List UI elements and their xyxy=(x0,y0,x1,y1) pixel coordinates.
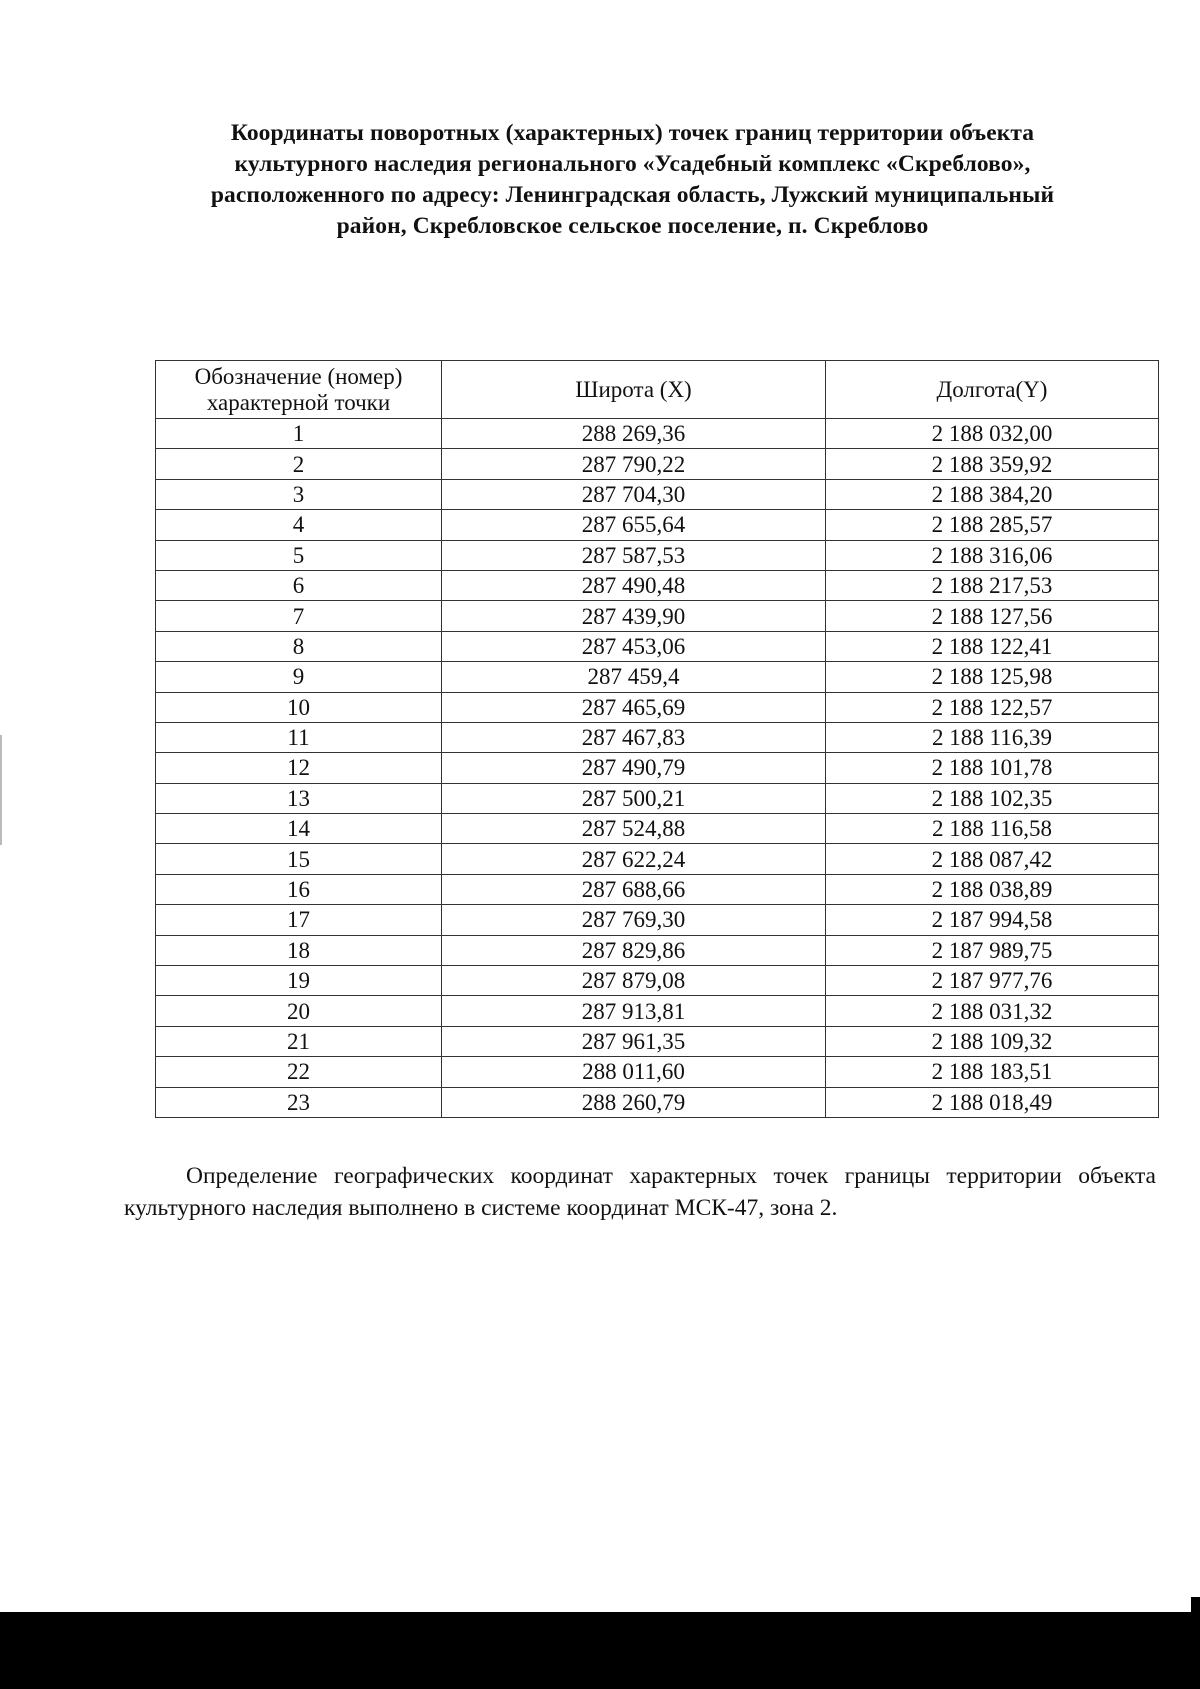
cell-latitude: 288 269,36 xyxy=(442,419,826,449)
cell-latitude: 287 769,30 xyxy=(442,905,826,935)
cell-point-number: 6 xyxy=(156,570,442,600)
cell-point-number: 2 xyxy=(156,449,442,479)
cell-point-number: 19 xyxy=(156,966,442,996)
cell-point-number: 12 xyxy=(156,753,442,783)
cell-point-number: 13 xyxy=(156,783,442,813)
cell-latitude: 287 790,22 xyxy=(442,449,826,479)
table-row xyxy=(156,966,1159,996)
table-row xyxy=(156,479,1159,509)
cell-latitude: 287 453,06 xyxy=(442,631,826,661)
table-row xyxy=(156,935,1159,965)
cell-latitude: 287 490,79 xyxy=(442,753,826,783)
cell-longitude: 2 188 359,92 xyxy=(826,449,1159,479)
cell-latitude: 287 622,24 xyxy=(442,844,826,874)
cell-longitude: 2 188 127,56 xyxy=(826,601,1159,631)
cell-latitude: 287 524,88 xyxy=(442,814,826,844)
table-row xyxy=(156,631,1159,661)
cell-latitude: 287 439,90 xyxy=(442,601,826,631)
cell-point-number: 14 xyxy=(156,814,442,844)
table-row xyxy=(156,814,1159,844)
cell-longitude: 2 188 116,58 xyxy=(826,814,1159,844)
cell-latitude: 287 961,35 xyxy=(442,1026,826,1056)
cell-point-number: 20 xyxy=(156,996,442,1026)
cell-point-number: 18 xyxy=(156,935,442,965)
header-point-number xyxy=(156,361,442,419)
header-longitude: Долгота(Y) xyxy=(826,361,1159,419)
cell-point-number: 8 xyxy=(156,631,442,661)
table-row xyxy=(156,874,1159,904)
table-row xyxy=(156,601,1159,631)
table-row xyxy=(156,662,1159,692)
cell-longitude: 2 188 122,57 xyxy=(826,692,1159,722)
table-row xyxy=(156,905,1159,935)
title-line: Координаты поворотных (характерных) точек границ территории объекта xyxy=(230,120,1035,146)
cell-point-number: 9 xyxy=(156,662,442,692)
cell-longitude: 2 188 031,32 xyxy=(826,996,1159,1026)
header-point-line2: характерной точки xyxy=(206,389,391,415)
cell-point-number: 5 xyxy=(156,540,442,570)
cell-longitude: 2 188 316,06 xyxy=(826,540,1159,570)
cell-latitude: 288 011,60 xyxy=(442,1057,826,1087)
coordinate-system-note: Определение географических координат характерных точек границы территории объекта культурного наследия выполнено в системе координат МСК-47, зона 2. xyxy=(124,1163,1156,1221)
cell-longitude: 2 188 018,49 xyxy=(826,1087,1159,1117)
cell-latitude: 287 879,08 xyxy=(442,966,826,996)
title-line: культурного наследия регионального «Усадебный комплекс «Скреблово», xyxy=(234,151,1031,177)
cell-longitude: 2 188 038,89 xyxy=(826,874,1159,904)
cell-longitude: 2 188 217,53 xyxy=(826,570,1159,600)
cell-point-number: 16 xyxy=(156,874,442,904)
cell-latitude: 287 465,69 xyxy=(442,692,826,722)
cell-longitude: 2 188 285,57 xyxy=(826,510,1159,540)
cell-point-number: 22 xyxy=(156,1057,442,1087)
table-row xyxy=(156,844,1159,874)
table-row xyxy=(156,1087,1159,1117)
cell-latitude: 287 467,83 xyxy=(442,722,826,752)
table-row xyxy=(156,510,1159,540)
coordinates-table xyxy=(155,360,1159,1118)
table-header-row xyxy=(156,361,1159,419)
cell-longitude: 2 188 116,39 xyxy=(826,722,1159,752)
cell-latitude: 287 829,86 xyxy=(442,935,826,965)
cell-longitude: 2 187 977,76 xyxy=(826,966,1159,996)
scan-border-edge xyxy=(1191,1597,1200,1612)
scan-edge-mark xyxy=(0,735,2,845)
cell-longitude: 2 188 183,51 xyxy=(826,1057,1159,1087)
cell-point-number: 17 xyxy=(156,905,442,935)
cell-longitude: 2 188 109,32 xyxy=(826,1026,1159,1056)
scan-border-bottom xyxy=(0,1612,1200,1689)
cell-latitude: 287 704,30 xyxy=(442,479,826,509)
cell-latitude: 287 913,81 xyxy=(442,996,826,1026)
cell-latitude: 287 688,66 xyxy=(442,874,826,904)
document-title xyxy=(140,118,1125,242)
cell-point-number: 15 xyxy=(156,844,442,874)
cell-longitude: 2 188 087,42 xyxy=(826,844,1159,874)
cell-point-number: 3 xyxy=(156,479,442,509)
cell-latitude: 287 459,4 xyxy=(442,662,826,692)
cell-longitude: 2 187 994,58 xyxy=(826,905,1159,935)
cell-point-number: 23 xyxy=(156,1087,442,1117)
table-body xyxy=(156,419,1159,1118)
cell-longitude: 2 187 989,75 xyxy=(826,935,1159,965)
table-row xyxy=(156,692,1159,722)
cell-point-number: 1 xyxy=(156,419,442,449)
cell-latitude: 287 490,48 xyxy=(442,570,826,600)
cell-latitude: 288 260,79 xyxy=(442,1087,826,1117)
table-row xyxy=(156,1026,1159,1056)
table-row xyxy=(156,419,1159,449)
table-row xyxy=(156,449,1159,479)
cell-point-number: 11 xyxy=(156,722,442,752)
table-row xyxy=(156,996,1159,1026)
cell-point-number: 4 xyxy=(156,510,442,540)
header-point-line1: Обозначение (номер) xyxy=(194,363,403,389)
table-row xyxy=(156,722,1159,752)
cell-point-number: 7 xyxy=(156,601,442,631)
table-row xyxy=(156,540,1159,570)
title-line: район, Скребловское сельское поселение, п. Скреблово xyxy=(336,213,929,239)
cell-longitude: 2 188 102,35 xyxy=(826,783,1159,813)
cell-latitude: 287 655,64 xyxy=(442,510,826,540)
title-line: расположенного по адресу: Ленинградская область, Лужский муниципальный xyxy=(210,182,1055,208)
cell-longitude: 2 188 125,98 xyxy=(826,662,1159,692)
cell-latitude: 287 500,21 xyxy=(442,783,826,813)
cell-point-number: 21 xyxy=(156,1026,442,1056)
cell-longitude: 2 188 032,00 xyxy=(826,419,1159,449)
cell-longitude: 2 188 384,20 xyxy=(826,479,1159,509)
table-row xyxy=(156,783,1159,813)
header-latitude: Широта (X) xyxy=(442,361,826,419)
table-row xyxy=(156,570,1159,600)
cell-point-number: 10 xyxy=(156,692,442,722)
cell-longitude: 2 188 101,78 xyxy=(826,753,1159,783)
cell-latitude: 287 587,53 xyxy=(442,540,826,570)
cell-longitude: 2 188 122,41 xyxy=(826,631,1159,661)
table-row xyxy=(156,1057,1159,1087)
table-row xyxy=(156,753,1159,783)
